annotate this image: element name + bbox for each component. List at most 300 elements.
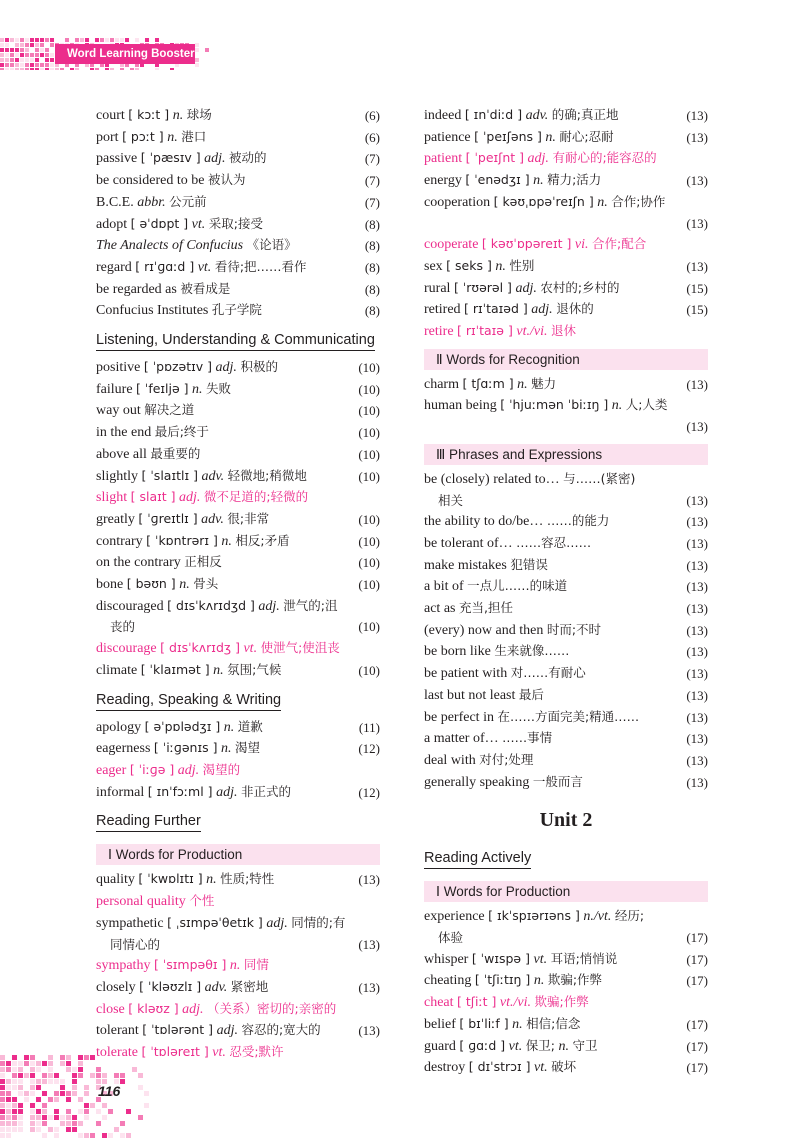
entry-page-ref: (13) bbox=[686, 258, 708, 274]
entry-part-of-speech: adj. bbox=[527, 151, 549, 167]
vocab-entry bbox=[424, 127, 708, 149]
vocab-entry bbox=[96, 466, 380, 488]
entry-main bbox=[96, 1023, 321, 1038]
entry-part-of-speech: adv. bbox=[204, 979, 228, 995]
entry-page-ref: (13) bbox=[686, 601, 708, 617]
entry-word: regard bbox=[96, 259, 132, 275]
entry-page-ref: (13) bbox=[686, 419, 708, 435]
entry-main bbox=[96, 425, 209, 440]
entry-part-of-speech: vt. bbox=[197, 259, 212, 275]
vocab-entry bbox=[424, 1057, 708, 1079]
entry-main bbox=[424, 130, 614, 145]
entry-word: whisper bbox=[424, 951, 469, 967]
entry-word: informal bbox=[96, 784, 145, 800]
left-column bbox=[96, 105, 380, 1064]
entry-page-ref: (6) bbox=[364, 108, 380, 123]
entry-page-ref: (13) bbox=[686, 173, 708, 189]
entry-main bbox=[96, 894, 214, 909]
entry-page-ref: (17) bbox=[686, 930, 708, 946]
entry-meaning: 人;人类 bbox=[625, 397, 668, 413]
entry-part-of-speech: adv. bbox=[201, 468, 225, 484]
entry-word: the ability to do/be… bbox=[424, 514, 544, 530]
entry-page-ref: (12) bbox=[358, 741, 380, 757]
entry-word: be tolerant of… bbox=[424, 535, 513, 551]
entry-word: patient bbox=[424, 151, 463, 167]
entry-meaning: 被看成是 bbox=[180, 280, 231, 296]
entry-page-ref: (15) bbox=[686, 302, 708, 318]
entry-main bbox=[96, 916, 345, 931]
entry-page-ref: (13) bbox=[358, 872, 380, 888]
entry-part-of-speech: adj. bbox=[215, 360, 237, 376]
entry-main bbox=[96, 763, 240, 778]
entry-phonetic: [ tʃɑːm ] bbox=[462, 375, 514, 391]
entry-meaning: 失败 bbox=[206, 380, 232, 396]
entry-word: The Analects of Confucius bbox=[96, 238, 244, 254]
entry-word: be born like bbox=[424, 644, 491, 660]
entry-word: belief bbox=[424, 1016, 456, 1032]
entry-page-ref: (10) bbox=[358, 533, 380, 549]
entry-part-of-speech: adj. bbox=[182, 1001, 204, 1017]
entry-word: positive bbox=[96, 360, 141, 376]
entry-word: way out bbox=[96, 403, 141, 419]
entry-part-of-speech: n. bbox=[229, 958, 241, 974]
entry-word: cooperation bbox=[424, 194, 491, 210]
entry-word: discouraged bbox=[96, 598, 164, 614]
entry-part-of-speech: n. bbox=[223, 719, 235, 735]
entry-meaning: 看待;把……看作 bbox=[214, 258, 307, 274]
vocab-entry bbox=[96, 257, 380, 279]
entry-meaning: 渴望的 bbox=[202, 761, 241, 777]
entry-page-ref: (13) bbox=[686, 492, 708, 508]
entry-main bbox=[96, 641, 340, 656]
entry-main bbox=[424, 472, 635, 487]
entry-meaning: 个性 bbox=[189, 893, 215, 909]
entry-phonetic: [ ˈhjuːmən ˈbiːɪŋ ] bbox=[500, 397, 609, 413]
entry-meaning: 道歉 bbox=[237, 718, 263, 734]
entry-phonetic: [ kɔːt ] bbox=[128, 107, 170, 122]
entry-phonetic: [ ˈkləʊzlɪ ] bbox=[139, 978, 202, 994]
entry-main bbox=[424, 909, 644, 924]
entry-part-of-speech: adj. bbox=[204, 151, 226, 167]
entry-page-ref: (10) bbox=[358, 381, 380, 397]
entry-page-ref: (13) bbox=[686, 687, 708, 703]
related-word-entry bbox=[424, 148, 708, 170]
entry-word: court bbox=[96, 108, 125, 123]
entry-main bbox=[96, 534, 290, 549]
entry-phonetic: [ ˈfeɪljə ] bbox=[136, 380, 189, 396]
entry-word: retired bbox=[424, 302, 461, 318]
subsection-heading: Ⅰ Words for Production bbox=[424, 881, 708, 902]
entry-page-ref: (13) bbox=[686, 557, 708, 573]
entry-main bbox=[96, 173, 245, 188]
entry-main bbox=[424, 666, 586, 681]
vocab-entry bbox=[96, 214, 380, 236]
vocab-entry bbox=[424, 750, 708, 772]
vocab-entry bbox=[96, 574, 380, 596]
entry-part-of-speech: n. bbox=[517, 376, 528, 392]
entry-page-ref: (13) bbox=[686, 666, 708, 682]
entry-part-of-speech: n. bbox=[533, 173, 544, 189]
entry-main bbox=[96, 217, 263, 232]
entry-meaning: 非正式的 bbox=[240, 783, 291, 799]
entry-main bbox=[96, 360, 278, 375]
entry-main bbox=[424, 195, 665, 210]
entry-meaning-continued bbox=[424, 417, 674, 438]
entry-page-ref: (13) bbox=[686, 752, 708, 768]
entry-word: indeed bbox=[424, 108, 462, 123]
entry-part-of-speech: vt. bbox=[533, 951, 548, 967]
vocab-entry bbox=[424, 576, 708, 598]
entry-meaning: 使泄气;使沮丧 bbox=[260, 640, 340, 656]
entry-meaning: 破坏 bbox=[551, 1059, 577, 1075]
entry-page-ref: (8) bbox=[364, 238, 380, 254]
entry-word: charm bbox=[424, 376, 459, 392]
entry-meaning: 性别 bbox=[509, 257, 535, 273]
entry-phonetic: [ tʃiːt ] bbox=[457, 994, 497, 1010]
entry-part-of-speech: vt. bbox=[212, 1045, 226, 1061]
entry-phonetic: [ ˈklaɪmət ] bbox=[140, 661, 210, 677]
entry-phonetic: [ ˈkwɒlɪtɪ ] bbox=[138, 871, 203, 887]
vocab-entry bbox=[424, 105, 708, 127]
entry-phonetic: [ ˈpeɪʃnt ] bbox=[465, 150, 525, 166]
entry-phonetic: [ ˈkɒntrərɪ ] bbox=[146, 532, 218, 548]
vocab-entry bbox=[96, 300, 380, 322]
vocab-entry bbox=[424, 256, 708, 278]
vocab-entry bbox=[424, 970, 708, 992]
entry-main bbox=[424, 108, 619, 123]
entry-main bbox=[424, 688, 544, 703]
entry-phonetic: [ dɪsˈkʌrɪdʒ ] bbox=[160, 640, 240, 656]
vocab-entry bbox=[424, 641, 708, 663]
entry-main bbox=[96, 785, 291, 800]
entry-page-ref: (10) bbox=[358, 662, 380, 678]
entry-main bbox=[96, 663, 281, 678]
entry-word: cooperate bbox=[424, 237, 479, 253]
entry-main bbox=[424, 536, 591, 551]
entry-main bbox=[96, 599, 338, 614]
entry-phonetic: [ dɪˈstrɔɪ ] bbox=[468, 1059, 531, 1075]
entry-phonetic: [ ˈɡreɪtlɪ ] bbox=[138, 510, 198, 526]
entry-page-ref: (13) bbox=[686, 108, 708, 123]
entry-part-of-speech: n. bbox=[512, 1016, 523, 1032]
section-heading: Reading Further bbox=[96, 811, 201, 832]
entry-main bbox=[96, 741, 260, 756]
entry-main bbox=[424, 237, 646, 252]
entry-word: energy bbox=[424, 173, 462, 189]
entry-meaning: 欺骗;作弊 bbox=[534, 994, 589, 1010]
entry-meaning: 很;非常 bbox=[227, 510, 270, 526]
entry-page-ref: (13) bbox=[686, 129, 708, 145]
entry-part-of-speech: adv. bbox=[525, 108, 549, 123]
entry-phonetic: [ ˈpæsɪv ] bbox=[140, 150, 201, 166]
entry-meaning: 球场 bbox=[186, 107, 212, 122]
entry-word: port bbox=[96, 129, 119, 145]
entry-part-of-speech: abbr. bbox=[137, 194, 166, 210]
entry-word: personal quality bbox=[96, 894, 186, 910]
section-heading-row bbox=[96, 682, 380, 717]
entry-page-ref: (8) bbox=[364, 216, 380, 232]
entry-part-of-speech: vt. bbox=[191, 216, 206, 232]
entry-word: adopt bbox=[96, 216, 128, 232]
entry-phonetic: [ pɔːt ] bbox=[122, 128, 164, 144]
vocab-entry bbox=[96, 977, 380, 999]
entry-word: eagerness bbox=[96, 741, 151, 757]
entry-word: cheat bbox=[424, 995, 454, 1011]
vocab-entry bbox=[424, 278, 708, 300]
entry-page-ref: (13) bbox=[358, 979, 380, 995]
vocab-entry bbox=[424, 395, 708, 437]
entry-word: human being bbox=[424, 398, 497, 414]
entry-page-ref: (12) bbox=[358, 784, 380, 800]
entry-word: passive bbox=[96, 151, 138, 167]
entry-part-of-speech: n. bbox=[558, 1038, 569, 1054]
related-word-entry bbox=[96, 487, 380, 509]
related-word-entry bbox=[96, 891, 380, 913]
entry-word: rural bbox=[424, 280, 451, 296]
vocab-entry bbox=[96, 279, 380, 301]
vocab-entry bbox=[424, 949, 708, 971]
entry-phonetic: [ ˈpɒzətɪv ] bbox=[143, 359, 213, 375]
entry-word: be perfect in bbox=[424, 709, 494, 725]
vocab-entry bbox=[96, 552, 380, 574]
related-word-entry bbox=[96, 999, 380, 1021]
entry-main bbox=[96, 980, 268, 995]
entry-part-of-speech: n. bbox=[220, 741, 232, 757]
entry-phonetic: [ ɪnˈdiːd ] bbox=[464, 107, 523, 122]
vocab-entry bbox=[96, 170, 380, 192]
entry-page-ref: (7) bbox=[364, 194, 380, 210]
entry-word: generally speaking bbox=[424, 774, 530, 790]
entry-main bbox=[96, 108, 212, 123]
entry-page-ref: (7) bbox=[364, 173, 380, 189]
vocab-entry bbox=[424, 1014, 708, 1036]
entry-phonetic: [ ˈiːɡə ] bbox=[129, 761, 175, 777]
entry-word: last but not least bbox=[424, 687, 516, 703]
entry-page-ref: (10) bbox=[358, 446, 380, 462]
related-word-entry bbox=[96, 760, 380, 782]
entry-meaning: 被动的 bbox=[229, 150, 267, 166]
entry-meaning: 氛围;气候 bbox=[227, 661, 282, 677]
entry-page-ref: (10) bbox=[358, 403, 380, 419]
entry-page-ref: (17) bbox=[686, 973, 708, 989]
entry-main bbox=[96, 260, 307, 275]
entry-word: act as bbox=[424, 601, 456, 617]
entry-meaning: 退休的 bbox=[556, 301, 594, 317]
entry-page-ref: (10) bbox=[358, 468, 380, 484]
entry-word: apology bbox=[96, 719, 142, 735]
entry-word: make mistakes bbox=[424, 557, 507, 573]
entry-meaning: 农村的;乡村的 bbox=[540, 279, 620, 295]
entry-part-of-speech: n. bbox=[179, 577, 190, 593]
section-heading-row bbox=[96, 803, 380, 838]
entry-part-of-speech: n. bbox=[495, 258, 506, 274]
entry-page-ref: (10) bbox=[358, 555, 380, 571]
entry-meaning: 与……(紧密) bbox=[563, 470, 636, 486]
entry-main bbox=[424, 775, 583, 790]
entry-meaning: 守卫 bbox=[572, 1037, 598, 1053]
entry-page-ref: (8) bbox=[364, 303, 380, 319]
entry-meaning: 同情 bbox=[243, 957, 269, 973]
entry-meaning: 积极的 bbox=[240, 359, 278, 375]
entry-phonetic: [ rɪˈtaɪəd ] bbox=[464, 301, 528, 317]
entry-part-of-speech: adj. bbox=[179, 490, 201, 506]
vocab-entry bbox=[96, 531, 380, 553]
entry-meaning: 紧密地 bbox=[230, 978, 269, 994]
entry-meaning-continued bbox=[424, 214, 674, 235]
entry-page-ref: (13) bbox=[686, 622, 708, 638]
entry-word: closely bbox=[96, 979, 136, 995]
entry-meaning: 港口 bbox=[181, 128, 207, 144]
vocab-entry bbox=[424, 555, 708, 577]
entry-word: in the end bbox=[96, 425, 152, 441]
entry-main bbox=[96, 490, 308, 505]
subsection-heading: Ⅰ Words for Production bbox=[96, 844, 380, 865]
subsection-heading: Ⅲ Phrases and Expressions bbox=[424, 444, 708, 465]
entry-meaning: 孔子学院 bbox=[211, 302, 262, 318]
entry-part-of-speech: vt. bbox=[243, 641, 258, 657]
entry-main bbox=[96, 958, 269, 973]
entry-main bbox=[424, 377, 556, 392]
entry-main bbox=[424, 1039, 597, 1054]
entry-main bbox=[424, 259, 534, 274]
related-word-entry bbox=[424, 234, 708, 256]
entry-phonetic: [ kləʊz ] bbox=[128, 1000, 179, 1016]
vocab-entry bbox=[424, 374, 708, 396]
entry-part-of-speech: adj. bbox=[216, 1023, 238, 1039]
vocab-entry bbox=[96, 509, 380, 531]
section-heading: Reading, Speaking & Writing bbox=[96, 690, 281, 711]
entry-main bbox=[96, 151, 267, 166]
entry-page-ref: (13) bbox=[686, 774, 708, 790]
entry-meaning: 经历; bbox=[614, 908, 645, 924]
entry-meaning: 对……有耐心 bbox=[510, 665, 586, 681]
entry-phonetic: [ ˈiːɡənɪs ] bbox=[153, 740, 218, 756]
entry-main bbox=[96, 195, 207, 210]
related-word-entry bbox=[424, 992, 708, 1014]
vocab-entry bbox=[96, 869, 380, 891]
entry-main bbox=[424, 973, 602, 988]
page-number: 116 bbox=[98, 1083, 121, 1099]
entry-main bbox=[96, 447, 200, 462]
entry-phonetic: [ ˈwɪspə ] bbox=[471, 950, 530, 966]
entry-part-of-speech: n. bbox=[167, 129, 178, 145]
entry-meaning: 退休 bbox=[550, 323, 576, 339]
entry-phonetic: [ ˈenədʒɪ ] bbox=[465, 172, 530, 188]
entry-phonetic: [ ˈslaɪtlɪ ] bbox=[141, 467, 198, 483]
entry-meaning: 《论语》 bbox=[246, 237, 297, 253]
vocab-entry bbox=[96, 357, 380, 379]
vocab-entry bbox=[424, 469, 708, 511]
entry-phonetic: [ seks ] bbox=[446, 257, 492, 273]
entry-page-ref: (13) bbox=[358, 1023, 380, 1039]
related-word-entry bbox=[96, 955, 380, 977]
entry-main bbox=[424, 398, 668, 413]
vocab-entry bbox=[96, 660, 380, 682]
entry-page-ref: (17) bbox=[686, 1038, 708, 1054]
related-word-entry bbox=[96, 638, 380, 660]
entry-meaning: 生来就像…… bbox=[494, 643, 570, 659]
entry-word: a bit of bbox=[424, 579, 464, 595]
entry-meaning: 精力;活力 bbox=[547, 172, 602, 188]
entry-word: a matter of… bbox=[424, 731, 499, 747]
entry-word: failure bbox=[96, 381, 133, 397]
section-heading: Listening, Understanding & Communicating bbox=[96, 330, 375, 351]
entry-phonetic: [ rɪˈtaɪə ] bbox=[457, 323, 513, 339]
vocab-entry bbox=[424, 511, 708, 533]
entry-phonetic: [ ɡɑːd ] bbox=[459, 1037, 506, 1053]
entry-page-ref: (10) bbox=[358, 511, 380, 527]
entry-word: above all bbox=[96, 446, 147, 462]
entry-word: be (closely) related to… bbox=[424, 471, 560, 487]
entry-page-ref: (13) bbox=[686, 535, 708, 551]
entry-page-ref: (8) bbox=[364, 259, 380, 275]
entry-word: retire bbox=[424, 324, 454, 340]
entry-phonetic: [ əˈpɒlədʒɪ ] bbox=[144, 718, 221, 734]
entry-part-of-speech: n. bbox=[533, 973, 545, 989]
entry-page-ref: (17) bbox=[686, 951, 708, 967]
entry-word: eager bbox=[96, 762, 127, 778]
entry-meaning: 耳语;悄悄说 bbox=[550, 950, 618, 966]
entry-word: guard bbox=[424, 1038, 456, 1054]
entry-main bbox=[424, 579, 567, 594]
entry-meaning: 最后 bbox=[518, 686, 544, 702]
entry-page-ref: (13) bbox=[686, 709, 708, 725]
entry-meaning-continued: 体验 bbox=[438, 930, 464, 946]
entry-main bbox=[96, 577, 218, 592]
entry-phonetic: [ ɪnˈfɔːml ] bbox=[147, 783, 213, 799]
entry-meaning: 一点儿……的味道 bbox=[467, 578, 568, 594]
entry-main bbox=[424, 601, 513, 616]
vocab-entry bbox=[424, 299, 708, 321]
vocab-entry bbox=[96, 596, 380, 638]
entry-word: close bbox=[96, 1001, 125, 1017]
vocab-entry bbox=[96, 913, 380, 955]
entry-page-ref: (13) bbox=[686, 215, 708, 231]
entry-word: destroy bbox=[424, 1060, 466, 1076]
entry-page-ref: (7) bbox=[364, 151, 380, 167]
vocab-entry bbox=[96, 782, 380, 804]
entry-main bbox=[96, 382, 231, 397]
entry-phonetic: [ ˈrʊərəl ] bbox=[453, 279, 512, 295]
entry-phonetic: [ rɪˈɡɑːd ] bbox=[135, 258, 195, 274]
entry-part-of-speech: n. bbox=[545, 129, 556, 145]
entry-phonetic: [ ˈtɒləreɪt ] bbox=[141, 1044, 209, 1060]
entry-phonetic: [ əˈdɒpt ] bbox=[130, 215, 189, 231]
entry-meaning: 容忍的;宽大的 bbox=[241, 1022, 321, 1038]
vocab-entry bbox=[96, 1020, 380, 1042]
entry-meaning-continued: 丧的 bbox=[110, 619, 136, 635]
header-banner: Word Learning Booster bbox=[55, 44, 195, 64]
entry-main bbox=[424, 1060, 576, 1075]
entry-main bbox=[96, 238, 297, 253]
entry-part-of-speech: vt./vi. bbox=[499, 995, 532, 1011]
entry-part-of-speech: adj. bbox=[258, 598, 280, 614]
entry-word: be patient with bbox=[424, 666, 508, 682]
entry-word: B.C.E. bbox=[96, 194, 134, 210]
entry-main bbox=[96, 872, 274, 887]
section-heading: Reading Actively bbox=[424, 848, 531, 869]
entry-part-of-speech: n. bbox=[221, 533, 232, 549]
entry-part-of-speech: n. bbox=[172, 108, 184, 123]
entry-page-ref: (11) bbox=[358, 719, 380, 735]
entry-phonetic: [ bəʊn ] bbox=[126, 576, 176, 592]
entry-meaning: ……容忍…… bbox=[516, 534, 592, 550]
entry-word: patience bbox=[424, 129, 471, 145]
entry-main bbox=[424, 302, 594, 317]
entry-main bbox=[96, 469, 307, 484]
entry-main bbox=[424, 731, 552, 746]
entry-part-of-speech: n. bbox=[611, 398, 623, 414]
